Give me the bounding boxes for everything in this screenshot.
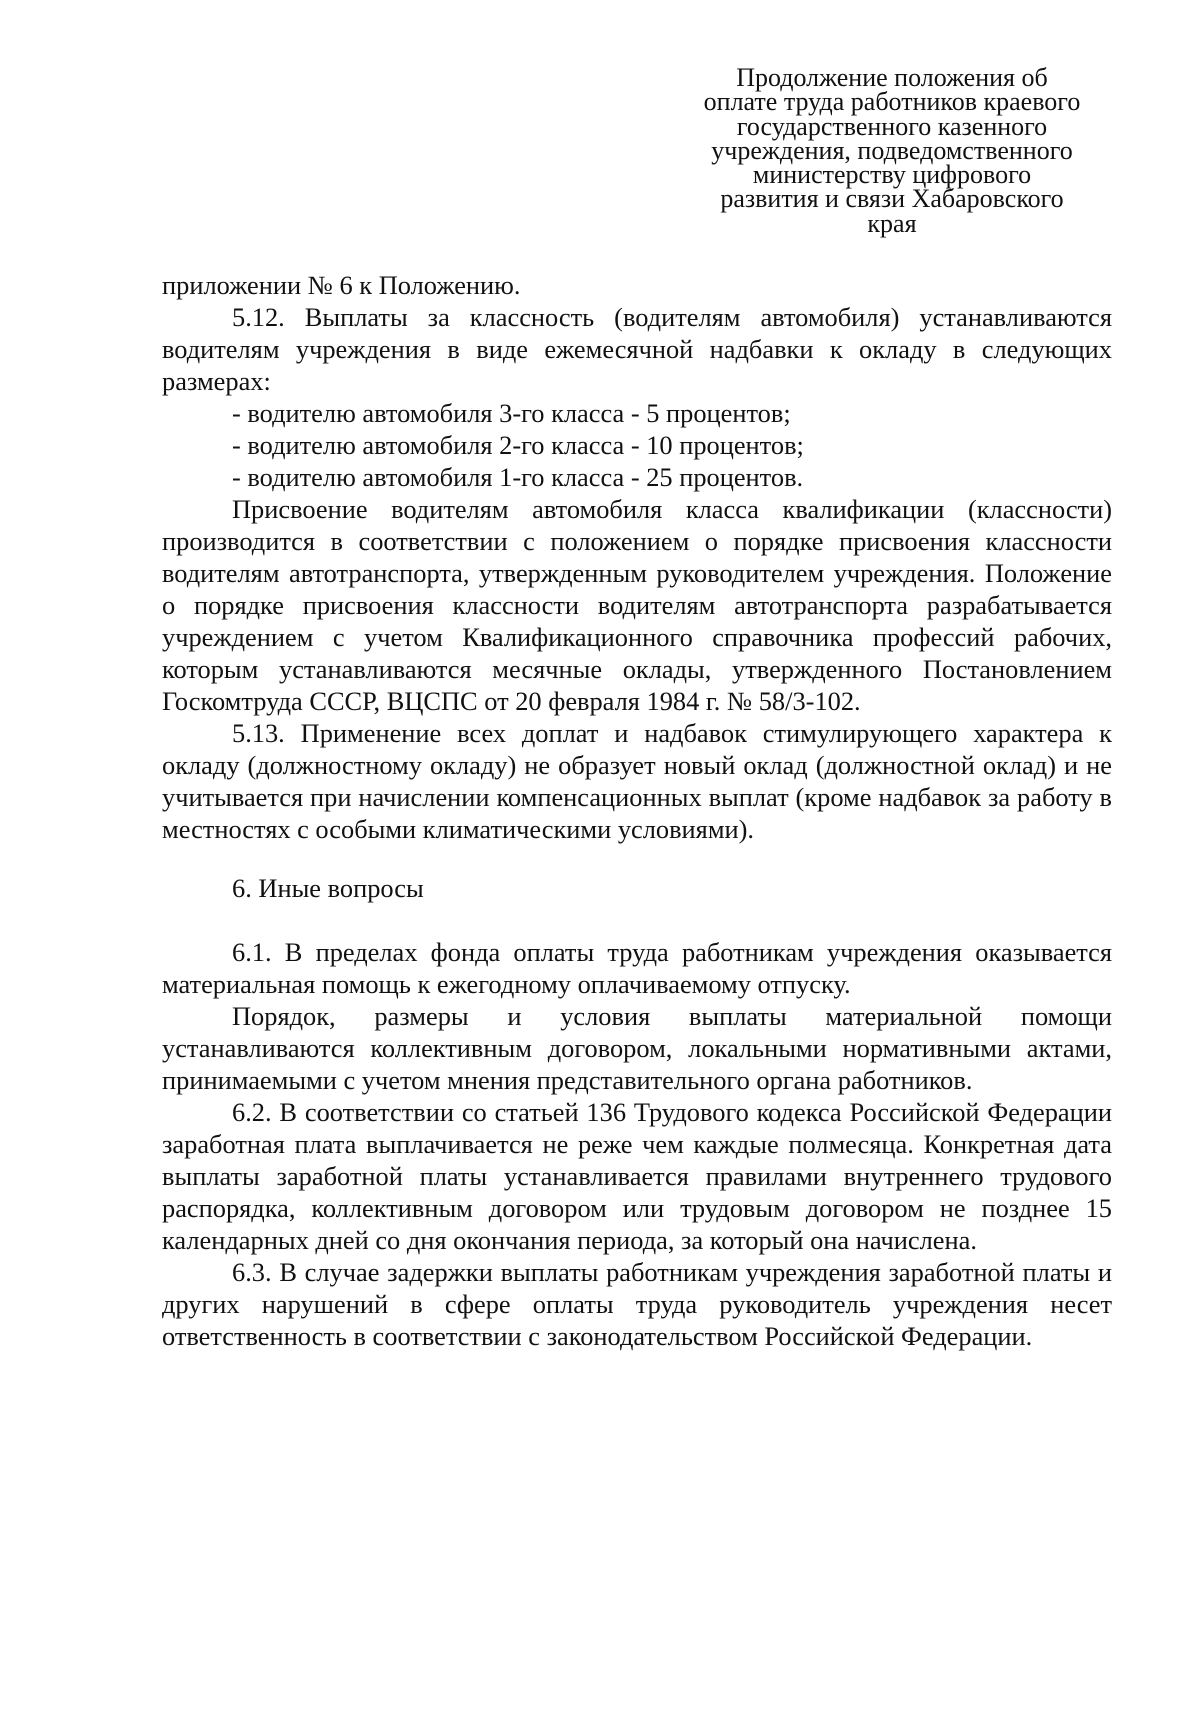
bullet-item: - водителю автомобиля 3-го класса - 5 процентов;: [232, 398, 791, 428]
bullet-item: - водителю автомобиля 1-го класса - 25 процентов.: [232, 462, 804, 492]
paragraph-6-1: 6.1. В пределах фонда оплаты труда работникам учреждения оказывается материальная помощь к ежегодному оплачиваемому отпуску.: [162, 937, 1112, 999]
header-line: государственного казенного: [736, 111, 1048, 141]
section-6-title: 6. Иные вопросы: [232, 873, 424, 903]
header-line: края: [867, 208, 917, 238]
paragraph-6-1-order: Порядок, размеры и условия выплаты материальной помощи устанавливаются коллективным договором, локальными нормативными актами, принимаемыми с учетом мнения представительного органа работников.: [162, 1001, 1112, 1095]
document-header: [672, 63, 1112, 238]
paragraph-6-3: 6.3. В случае задержки выплаты работникам учреждения заработной платы и других нарушений в сфере оплаты труда руководитель учреждения несет ответственность в соответствии с законодательством Российской Федерации.: [162, 1257, 1112, 1351]
document-body: [162, 269, 1112, 1352]
bullet-item: - водителю автомобиля 2-го класса - 10 процентов;: [232, 430, 804, 460]
paragraph-6-2: 6.2. В соответствии со статьей 136 Трудового кодекса Российской Федерации заработная плата выплачивается не реже чем каждые полмесяца. Конкретная дата выплаты заработной платы устанавливается правилами внутреннего трудового распорядка, коллективным договором или трудовым договором не позднее 15 календарных дней со дня окончания периода, за который она начислена.: [162, 1097, 1112, 1255]
header-line: оплате труда работников краевого: [703, 87, 1081, 117]
header-line: министерству цифрового: [752, 160, 1032, 190]
paragraph-continuation: приложении № 6 к Положению.: [162, 270, 521, 300]
header-line: развития и связи Хабаровского: [720, 184, 1064, 214]
header-line: учреждения, подведомственного: [711, 135, 1073, 165]
header-line: Продолжение положения об: [736, 63, 1048, 92]
paragraph-class-assignment: Присвоение водителям автомобиля класса квалификации (классности) производится в соответствии с положением о порядке присвоения классности водителям автотранспорта, утвержденным руководителем учреждения. Положение о порядке присвоения классности водителям автотранспорта разрабатывается учреждением с учетом Квалификационного справочника профессий рабочих, которым устанавливаются месячные оклады, утвержденного Постановлением Госкомтруда СССР, ВЦСПС от 20 февраля 1984 г. № 58/3-102.: [162, 494, 1112, 716]
paragraph-5-13: 5.13. Применение всех доплат и надбавок стимулирующего характера к окладу (должностному окладу) не образует новый оклад (должностной оклад) и не учитывается при начислении компенсационных выплат (кроме надбавок за работу в местностях с особыми климатическими условиями).: [162, 718, 1112, 844]
paragraph-5-12: 5.12. Выплаты за классность (водителям автомобиля) устанавливаются водителям учреждения в виде ежемесячной надбавки к окладу в следующих размерах:: [162, 302, 1112, 396]
